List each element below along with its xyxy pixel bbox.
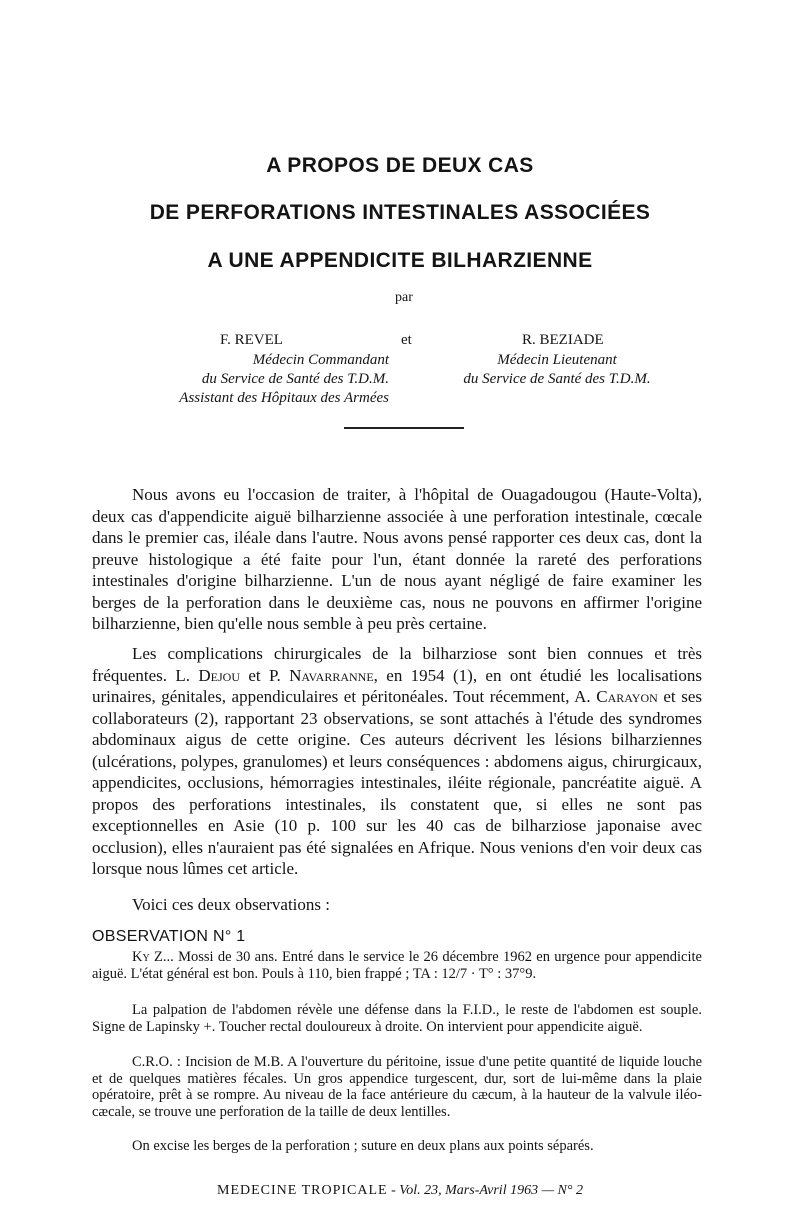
page-footer (0, 1183, 800, 1199)
author-1-affiliation-line: du Service de Santé des T.D.M. (201, 371, 389, 387)
observation-suture-paragraph: On excise les berges de la perforation ; suture en deux plans aux points séparés. (132, 1138, 594, 1154)
author-citation: Carayon (596, 687, 658, 706)
paragraph-text: et P. (240, 665, 290, 685)
byline-et: et (401, 332, 412, 348)
author-2-affiliation (432, 351, 682, 389)
article-title-line-2: DE PERFORATIONS INTESTINALES ASSOCIÉES (149, 201, 651, 224)
paragraph-text: Mossi de 30 ans. Entré dans le service le 26 décembre 1962 en urgence pour appendicite aiguë. L'état général est bon. Pouls à 110, bien frappé ; TA : 12/7 · T° : 37°9. (92, 949, 702, 982)
author-1-name: F. REVEL (220, 332, 283, 348)
complications-paragraph (92, 643, 702, 880)
observation-patient-paragraph (92, 949, 702, 982)
observation-exam-paragraph: La palpation de l'abdomen révèle une défense dans la F.I.D., le reste de l'abdomen est souple. Signe de Lapinsky +. Toucher rectal douloureux à droite. On intervient pour appendicite aiguë. (92, 1002, 702, 1035)
observation-heading: OBSERVATION N° 1 (92, 928, 246, 945)
author-1-affiliation (179, 351, 389, 408)
intro-paragraph: Nous avons eu l'occasion de traiter, à l'hôpital de Ouagadougou (Haute-Volta), deux cas d'appendicite aiguë bilharzienne associée à une perforation intestinale, cœcale dans le premier cas, iléale dans l'autre. Nous avons pensé rapporter ces deux cas, dont la preuve histologique a été faite pour l'un, étant donnée la rareté des perforations intestinales d'origine bilharzienne. L'un de nous ayant négligé de faire examiner les berges de la perforation dans le deuxième cas, nous ne pouvons en affirmer l'origine bilharzienne, bien qu'elle nous semble à peu près certaine. (92, 485, 702, 633)
paragraph-text: et ses collaborateurs (2), rapportant 23 observations, se sont attachés à l'étude des syndromes abdominaux aigus de cette origine. Ces auteurs décrivent les lésions bilharziennes (ulcérations, polypes, granulomes) et leurs conséquences : abdomens aigus, chirurgicaux, appendicites, occlusions, hémorragies intestinales, iléite régionale, pancréatite aiguë. A propos des perforations intestinales, ils constatent que, si elles ne sont pas exceptionnelles en Asie (10 p. 100 sur les 40 cas de bilharziose japonaise avec occlusion), elles n'auraient pas été signalées en Afrique. Nous venions d'en voir deux cas lorsque nous lûmes cet article. (92, 687, 702, 878)
author-2-affiliation-line: Médecin Lieutenant (497, 352, 617, 368)
byline-par: par (395, 290, 413, 305)
author-1-affiliation-line: Assistant des Hôpitaux des Armées (179, 390, 389, 406)
title-separator-rule (344, 427, 464, 429)
article-title-line-1: A PROPOS DE DEUX CAS (266, 154, 534, 177)
author-1-affiliation-line: Médecin Commandant (252, 352, 389, 368)
article-title-line-3: A UNE APPENDICITE BILHARZIENNE (207, 249, 593, 272)
observations-intro: Voici ces deux observations : (132, 895, 330, 914)
author-citation: Navarranne (289, 665, 374, 685)
journal-name: MEDECINE TROPICALE (217, 1183, 388, 1198)
observation-operation-paragraph: C.R.O. : Incision de M.B. A l'ouverture du péritoine, issue d'une petite quantité de liquide louche et de quelques matières fécales. Un gros appendice turgescent, dur, sort de lui-même dans la plaie opératoire, prêt à se rompre. Au niveau de la face antérieure du cæcum, à la hauteur de la valvule iléo-cæcale, se trouve une perforation de la taille de deux lentilles. (92, 1054, 702, 1120)
patient-name: Ky Z... (132, 949, 174, 965)
issue-number: — N° 2 (538, 1183, 583, 1198)
author-citation: Dejou (198, 665, 240, 685)
footer-separator: - (387, 1183, 400, 1198)
author-2-affiliation-line: du Service de Santé des T.D.M. (463, 371, 651, 387)
author-2-name: R. BEZIADE (522, 332, 604, 348)
paragraph-text: Les complications chirurgicales de la bilharziose sont bien connues et très fréquentes. L. (92, 644, 702, 685)
volume-info: Vol. 23, Mars-Avril 1963 (399, 1183, 539, 1198)
paragraph-text: , en 1954 (1), en ont étudié les localisations urinaires, génitales, appendiculaires et péritonéales. Tout récemment, A. (92, 665, 703, 706)
